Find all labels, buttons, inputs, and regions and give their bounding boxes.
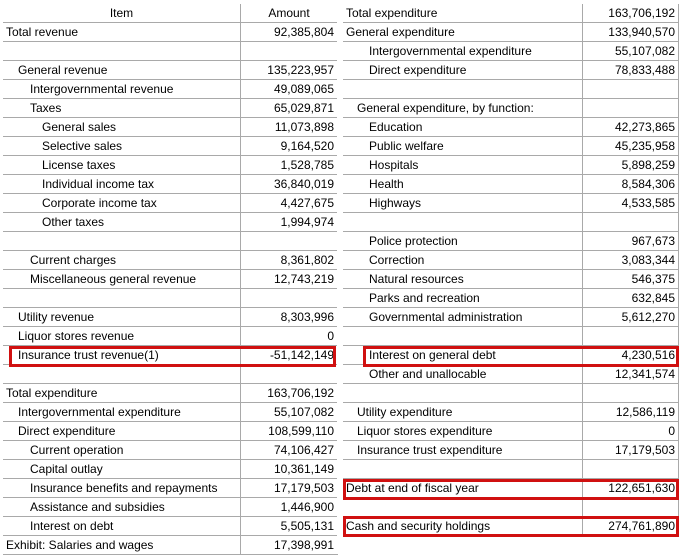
left-row-label: Current operation [3, 441, 241, 460]
left-row-value: 36,840,019 [241, 175, 338, 194]
left-row-label: Assistance and subsidies [3, 498, 241, 517]
left-row-label: Total expenditure [3, 384, 241, 403]
left-row-label: Direct expenditure [3, 422, 241, 441]
left-row-label: Capital outlay [3, 460, 241, 479]
left-row-label: Intergovernmental revenue [3, 80, 241, 99]
right-row-value: 967,673 [583, 232, 679, 251]
left-row-label [3, 232, 241, 251]
right-row-label: Utility expenditure [343, 403, 583, 422]
right-row-value: 55,107,082 [583, 42, 679, 61]
right-row-value: 133,940,570 [583, 23, 679, 42]
left-row-label: Exhibit: Salaries and wages [3, 536, 241, 555]
left-row-value [241, 365, 338, 384]
left-row-label: Intergovernmental expenditure [3, 403, 241, 422]
right-row-value: 163,706,192 [583, 4, 679, 23]
left-row-label: Current charges [3, 251, 241, 270]
left-row-label: Interest on debt [3, 517, 241, 536]
left-row-value: 49,089,065 [241, 80, 338, 99]
right-row-value [583, 460, 679, 479]
right-row-value: 4,230,516 [583, 346, 679, 365]
right-row-label [343, 80, 583, 99]
column-gap [337, 0, 343, 554]
left-row-label: Corporate income tax [3, 194, 241, 213]
right-row-label: Intergovernmental expenditure [343, 42, 583, 61]
left-row-label: Individual income tax [3, 175, 241, 194]
item-column-header: Item [3, 4, 241, 23]
amount-column-header: Amount [241, 4, 338, 23]
left-row-value: 1,446,900 [241, 498, 338, 517]
left-row-label [3, 289, 241, 308]
right-row-value [583, 99, 679, 118]
right-row-label: Other and unallocable [343, 365, 583, 384]
right-row-value: 3,083,344 [583, 251, 679, 270]
left-row-label: Insurance benefits and repayments [3, 479, 241, 498]
right-row-label: Highways [343, 194, 583, 213]
right-row-value: 12,586,119 [583, 403, 679, 422]
right-row-value: 42,273,865 [583, 118, 679, 137]
left-row-value: 4,427,675 [241, 194, 338, 213]
left-row-value: 10,361,149 [241, 460, 338, 479]
left-row-value [241, 232, 338, 251]
left-row-value: 12,743,219 [241, 270, 338, 289]
left-row-value: 108,599,110 [241, 422, 338, 441]
left-row-value: 11,073,898 [241, 118, 338, 137]
left-row-value: 5,505,131 [241, 517, 338, 536]
right-row-label: Police protection [343, 232, 583, 251]
right-row-value: 122,651,630 [583, 479, 679, 498]
left-row-value: 163,706,192 [241, 384, 338, 403]
left-row-value: 92,385,804 [241, 23, 338, 42]
left-row-label: General revenue [3, 61, 241, 80]
left-row-label [3, 365, 241, 384]
right-row-label: Cash and security holdings [343, 517, 583, 536]
right-row-value: 4,533,585 [583, 194, 679, 213]
right-row-value: 632,845 [583, 289, 679, 308]
right-row-value [583, 384, 679, 403]
right-row-value: 0 [583, 422, 679, 441]
right-row-value [583, 213, 679, 232]
right-row-value: 78,833,488 [583, 61, 679, 80]
left-row-value [241, 289, 338, 308]
left-row-value: 17,179,503 [241, 479, 338, 498]
left-row-label: Other taxes [3, 213, 241, 232]
right-row-label: Public welfare [343, 137, 583, 156]
left-row-value: 1,528,785 [241, 156, 338, 175]
right-row-label: Hospitals [343, 156, 583, 175]
left-row-label: Utility revenue [3, 308, 241, 327]
right-row-label: Health [343, 175, 583, 194]
left-row-label: Miscellaneous general revenue [3, 270, 241, 289]
right-row-value: 17,179,503 [583, 441, 679, 460]
right-row-label [343, 327, 583, 346]
right-row-value: 274,761,890 [583, 517, 679, 536]
right-row-value: 12,341,574 [583, 365, 679, 384]
left-row-value: 0 [241, 327, 338, 346]
right-row-label: Natural resources [343, 270, 583, 289]
left-row-value [241, 42, 338, 61]
left-row-label: Selective sales [3, 137, 241, 156]
right-row-label: Insurance trust expenditure [343, 441, 583, 460]
left-row-label: Insurance trust revenue(1) [3, 346, 241, 365]
right-row-value [583, 327, 679, 346]
right-row-label: Total expenditure [343, 4, 583, 23]
left-row-value: 8,303,996 [241, 308, 338, 327]
right-row-label [343, 384, 583, 403]
right-row-label [343, 498, 583, 517]
left-row-label: License taxes [3, 156, 241, 175]
left-row-value: 135,223,957 [241, 61, 338, 80]
right-row-value: 45,235,958 [583, 137, 679, 156]
right-row-label: Parks and recreation [343, 289, 583, 308]
left-row-value: 1,994,974 [241, 213, 338, 232]
right-row-label: General expenditure, by function: [343, 99, 583, 118]
left-row-value: 65,029,871 [241, 99, 338, 118]
right-row-value: 5,612,270 [583, 308, 679, 327]
right-row-label [343, 213, 583, 232]
left-row-label: General sales [3, 118, 241, 137]
left-row-value: 9,164,520 [241, 137, 338, 156]
left-row-label: Taxes [3, 99, 241, 118]
right-row-label: Education [343, 118, 583, 137]
left-row-value: 55,107,082 [241, 403, 338, 422]
right-row-value: 546,375 [583, 270, 679, 289]
left-row-value: 74,106,427 [241, 441, 338, 460]
right-row-value: 8,584,306 [583, 175, 679, 194]
left-row-label: Total revenue [3, 23, 241, 42]
right-row-label: Correction [343, 251, 583, 270]
right-row-value [583, 498, 679, 517]
right-row-label: Direct expenditure [343, 61, 583, 80]
left-row-value: 17,398,991 [241, 536, 338, 555]
left-row-label [3, 42, 241, 61]
left-row-value: 8,361,802 [241, 251, 338, 270]
left-row-label: Liquor stores revenue [3, 327, 241, 346]
right-row-label: Governmental administration [343, 308, 583, 327]
right-row-label: Debt at end of fiscal year [343, 479, 583, 498]
left-row-value: -51,142,149 [241, 346, 338, 365]
right-row-label: Interest on general debt [343, 346, 583, 365]
right-row-label [343, 460, 583, 479]
right-row-label: General expenditure [343, 23, 583, 42]
right-row-label: Liquor stores expenditure [343, 422, 583, 441]
right-row-value [583, 80, 679, 99]
right-row-value: 5,898,259 [583, 156, 679, 175]
